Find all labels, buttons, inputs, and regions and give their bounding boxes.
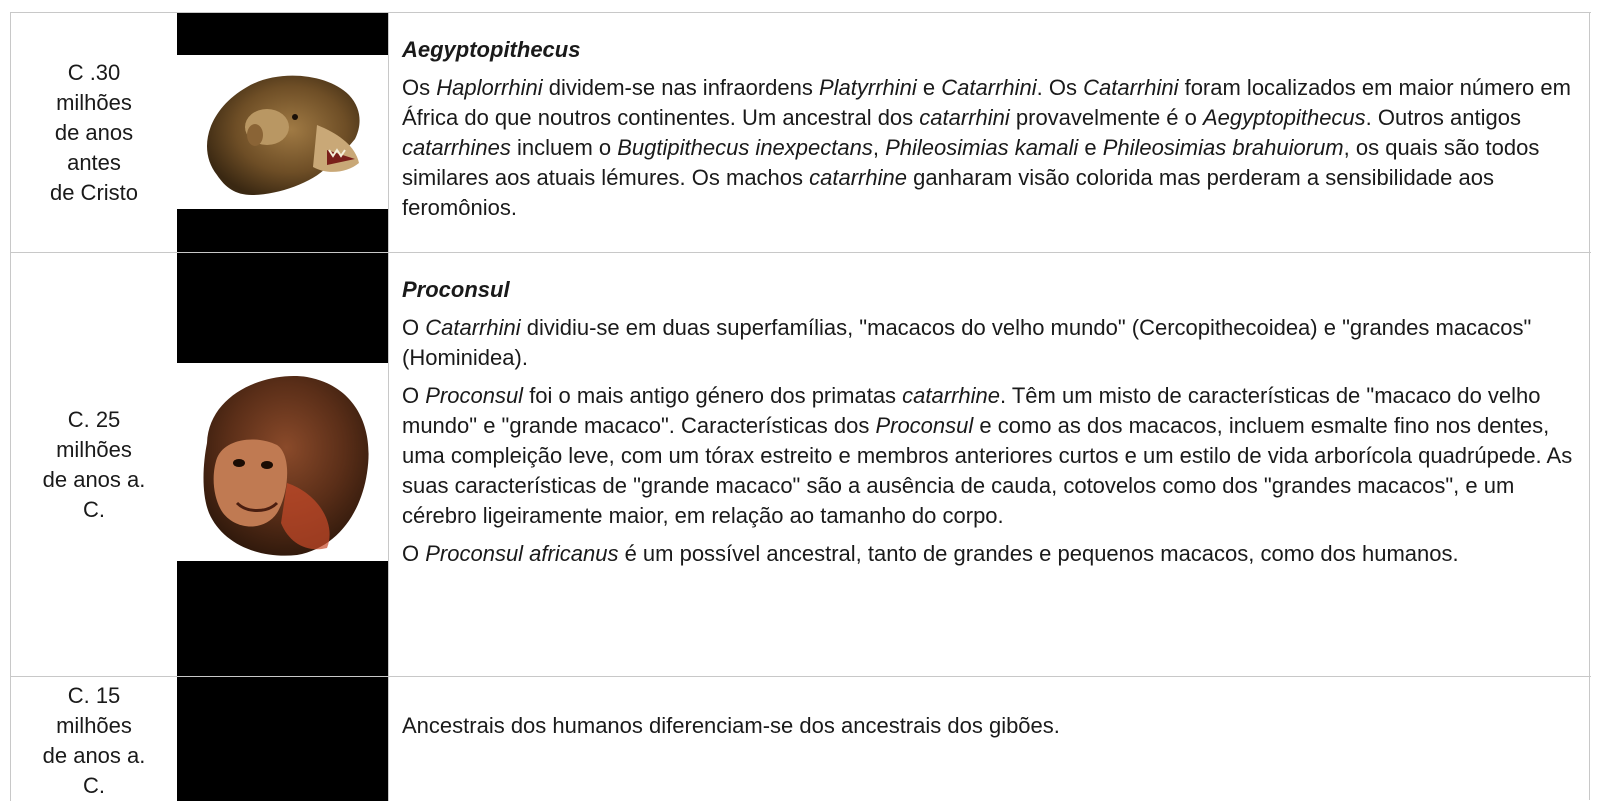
- date-line: C. 15: [67, 683, 121, 708]
- description-cell: [388, 677, 1591, 801]
- date-line: de anos a.: [42, 743, 146, 768]
- date-cell: [11, 253, 177, 676]
- date-line: milhões: [56, 89, 132, 115]
- table-row: [11, 677, 1591, 801]
- description-paragraph: Ancestrais dos humanos diferenciam-se dos ancestrais dos gibões.: [402, 713, 1060, 738]
- date-line: de anos a.: [42, 466, 146, 492]
- date-line: C .30: [67, 59, 121, 85]
- description-paragraph: O Catarrhini dividiu-se em duas superfamílias, "macacos do velho mundo" (Cercopithecoidea) e "grandes macacos" (Hominidea).: [402, 315, 1532, 370]
- image-cell: [177, 13, 388, 252]
- species-title: Aegyptopithecus: [402, 37, 581, 62]
- image-cell: [177, 677, 388, 801]
- table-row: [11, 13, 1591, 253]
- species-title: Proconsul: [402, 277, 510, 302]
- description-paragraph: O Proconsul africanus é um possível ancestral, tanto de grandes e pequenos macacos, como dos humanos.: [402, 541, 1459, 566]
- description-paragraph: O Proconsul foi o mais antigo género dos primatas catarrhine. Têm um misto de características de "macaco do velho mundo" e "grande macaco". Características dos Proconsul e como as dos macacos, incluem esmalte fino nos dentes, uma compleição leve, com um tórax estreito e membros anteriores curtos e um estilo de vida arborícola quadrúpede. As suas características de "grande macaco" são a ausência de cauda, cotovelos como dos "grandes macacos", e um cérebro ligeiramente maior, em relação ao tamanho do corpo.: [402, 383, 1573, 528]
- description-paragraph: Os Haplorrhini dividem-se nas infraordens Platyrrhini e Catarrhini. Os Catarrhini foram localizados em maior número em África do que noutros continentes. Um ancestral dos catarrhini provavelmente é o Aegyptopithecus. Outros antigos catarrhines incluem o Bugtipithecus inexpectans, Phileosimias kamali e Phileosimias brahuiorum, os quais são todos similares aos atuais lémures. Os machos catarrhine ganharam visão colorida mas perderam a sensibilidade aos feromônios.: [402, 75, 1571, 220]
- date-line: milhões: [56, 436, 132, 462]
- description-cell: [388, 253, 1591, 676]
- date-line: de anos: [54, 119, 134, 145]
- date-line: C.: [83, 773, 105, 798]
- date-line: antes: [67, 149, 121, 175]
- date-line: milhões: [56, 713, 132, 738]
- date-cell: [11, 13, 177, 252]
- date-line: de Cristo: [49, 179, 139, 205]
- image-cell: [177, 253, 388, 676]
- proconsul-illustration: [177, 363, 388, 561]
- description-cell: [388, 13, 1591, 252]
- aegyptopithecus-illustration: [177, 55, 388, 209]
- table-row: [11, 253, 1591, 677]
- date-cell: [11, 677, 177, 801]
- date-line: C. 25: [67, 406, 121, 432]
- timeline-table: [10, 12, 1591, 801]
- table-border: [1589, 12, 1590, 800]
- date-line: C.: [83, 496, 105, 522]
